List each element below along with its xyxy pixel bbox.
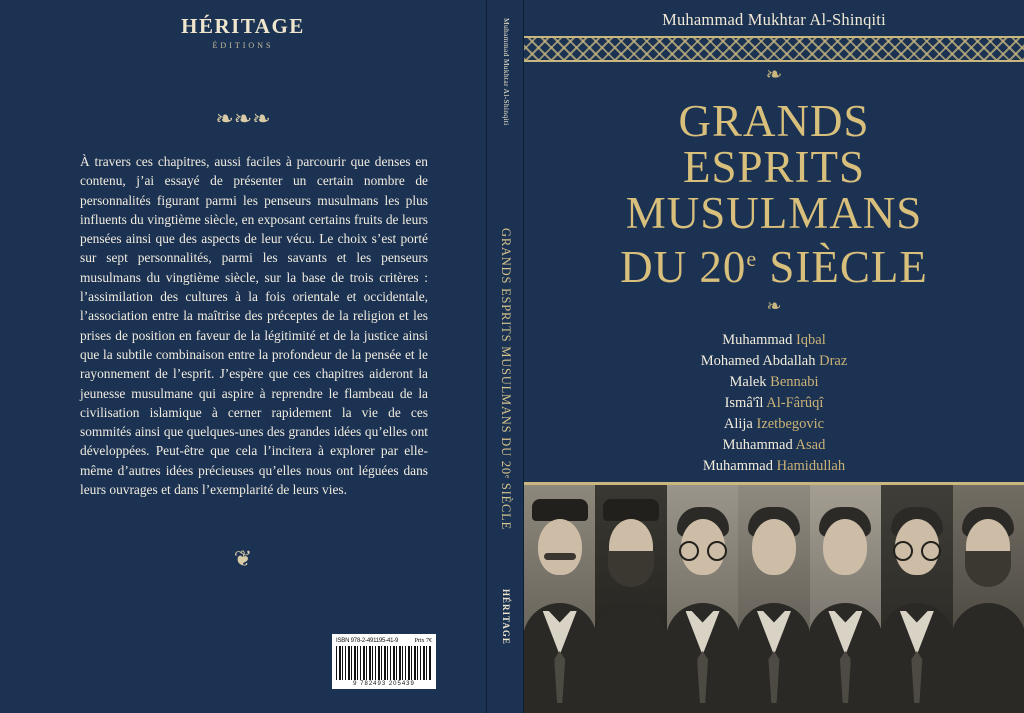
front-author-name: Muhammad Mukhtar Al-Shinqiti: [662, 10, 886, 29]
spine-title-text: GRANDS ESPRITS MUSULMANS DU 20ᵉ SIÈCLE: [499, 228, 513, 531]
thinker-first-name: Muhammad: [722, 437, 796, 453]
featured-thinkers-list: [524, 330, 1024, 477]
back-publisher-logo: [0, 14, 486, 50]
list-item: [524, 393, 1024, 413]
thinker-last-name: Izetbegovic: [756, 416, 825, 432]
list-item: [524, 414, 1024, 434]
price-label: Prix 7€: [414, 637, 432, 644]
thinker-first-name: Malek: [729, 374, 771, 390]
decorative-band: [524, 36, 1024, 62]
portrait-malek-bennabi: [667, 485, 738, 713]
title-line-4-b: SIÈCLE: [757, 242, 928, 292]
decorative-band-pattern: [524, 38, 1024, 60]
isbn-barcode-block: [332, 634, 436, 689]
thinker-last-name: Draz: [819, 353, 848, 369]
spine-publisher-text: HÉRITAGE: [501, 589, 511, 645]
front-ornament-mid-icon: ❧: [766, 296, 782, 316]
list-item: [524, 435, 1024, 455]
isbn-label: ISBN 978-2-491195-41-9: [336, 638, 399, 644]
title-line-2: ESPRITS: [682, 142, 866, 192]
front-title: [524, 98, 1024, 290]
portrait-alija-izetbegovic: [810, 485, 881, 713]
eyeglasses-icon: [677, 541, 729, 557]
thinker-last-name: Bennabi: [770, 374, 819, 390]
publisher-subtitle: ÉDITIONS: [212, 41, 274, 50]
thinker-last-name: Iqbal: [795, 332, 826, 348]
list-item: [524, 351, 1024, 371]
title-ordinal-suffix: e: [746, 246, 758, 271]
barcode-digits: 9 782493 205439: [353, 681, 415, 687]
ornament-bottom-icon: ❦: [233, 546, 253, 571]
portrait-mohamed-abdallah-draz: [595, 485, 666, 713]
thinker-first-name: Muhammad: [702, 458, 777, 474]
spine-author-text: Muhammad Mukhtar Al-Shinqiti: [502, 18, 511, 126]
title-line-4: [524, 236, 1024, 290]
list-item: [524, 372, 1024, 392]
spine-title: [487, 228, 525, 531]
eyeglasses-icon: [891, 541, 943, 557]
mustache-shape: [544, 553, 576, 560]
headwear-shape: [603, 499, 659, 521]
list-item: [524, 330, 1024, 350]
thinker-first-name: Ismâ'îl: [724, 395, 767, 411]
title-line-1: GRANDS: [678, 96, 870, 146]
list-item: [524, 456, 1024, 476]
back-cover: [0, 0, 486, 713]
portrait-ismail-al-faruqi: [738, 485, 809, 713]
portrait-muhammad-iqbal: [524, 485, 595, 713]
isbn-row: [336, 637, 432, 644]
shoulders-shape: [595, 603, 666, 713]
portrait-muhammad-asad: [881, 485, 952, 713]
thinker-first-name: Alija: [723, 416, 757, 432]
book-spine: [486, 0, 524, 713]
thinker-last-name: Hamidullah: [776, 458, 846, 474]
thinker-first-name: Mohamed Abdallah: [700, 353, 820, 369]
front-ornament-top-icon: ❧: [765, 64, 783, 86]
face-shape: [823, 519, 867, 575]
shoulders-shape: [953, 603, 1024, 713]
title-line-4-a: DU 20: [620, 242, 747, 292]
title-line-3: MUSULMANS: [625, 188, 923, 238]
portrait-muhammad-hamidullah: [953, 485, 1024, 713]
front-cover: [524, 0, 1024, 713]
back-cover-blurb: À travers ces chapitres, aussi faciles à parcourir que denses en contenu, j’ai essayé de présenter un certain nombre de personnalités figurant parmi les penseurs musulmans les plus influents du vingtième siècle, en exposant certains fruits de leurs pensées ainsi que des aspects de leur vécu. Le choix s’est porté sur sept personnalités, parmi les savants et les penseurs musulmans du vingtième siècle, sur la base de trois critères : l’assimilation des cultures à la fois orientale et occidentale, l’association entre la maîtrise des préceptes de la religion et les prises de position en faveur de la légitimité et de la justice ainsi que la subtile combinaison entre la profondeur de la pensée et le rayonnement de l’esprit. J’espère que ces chapitres aideront la jeunesse musulmane qui aspire à reprendre le flambeau de la civilisation islamique à cerner rapidement la vie de ces sommités ainsi que quelques-unes des grandes idées qu’elles ont développées. Peut-être que cela l’incitera à explorer par elle-même d’autres idées précieuses qu’elles nous ont léguées dans leurs ouvrages et dans l’exemplarité de leurs vies.: [80, 154, 428, 498]
barcode-icon: [336, 646, 432, 680]
thinker-first-name: Muhammad: [722, 332, 796, 348]
portrait-photo-strip: [524, 482, 1024, 713]
headwear-shape: [532, 499, 588, 521]
thinker-last-name: Asad: [795, 437, 826, 453]
thinker-last-name: Al-Fârûqî: [766, 395, 824, 411]
publisher-name: HÉRITAGE: [181, 14, 305, 38]
ornament-top-icon: ❧❧❧: [215, 106, 271, 131]
face-shape: [538, 519, 582, 575]
spine-author: [487, 18, 525, 198]
spine-publisher: [487, 589, 525, 679]
face-shape: [752, 519, 796, 575]
